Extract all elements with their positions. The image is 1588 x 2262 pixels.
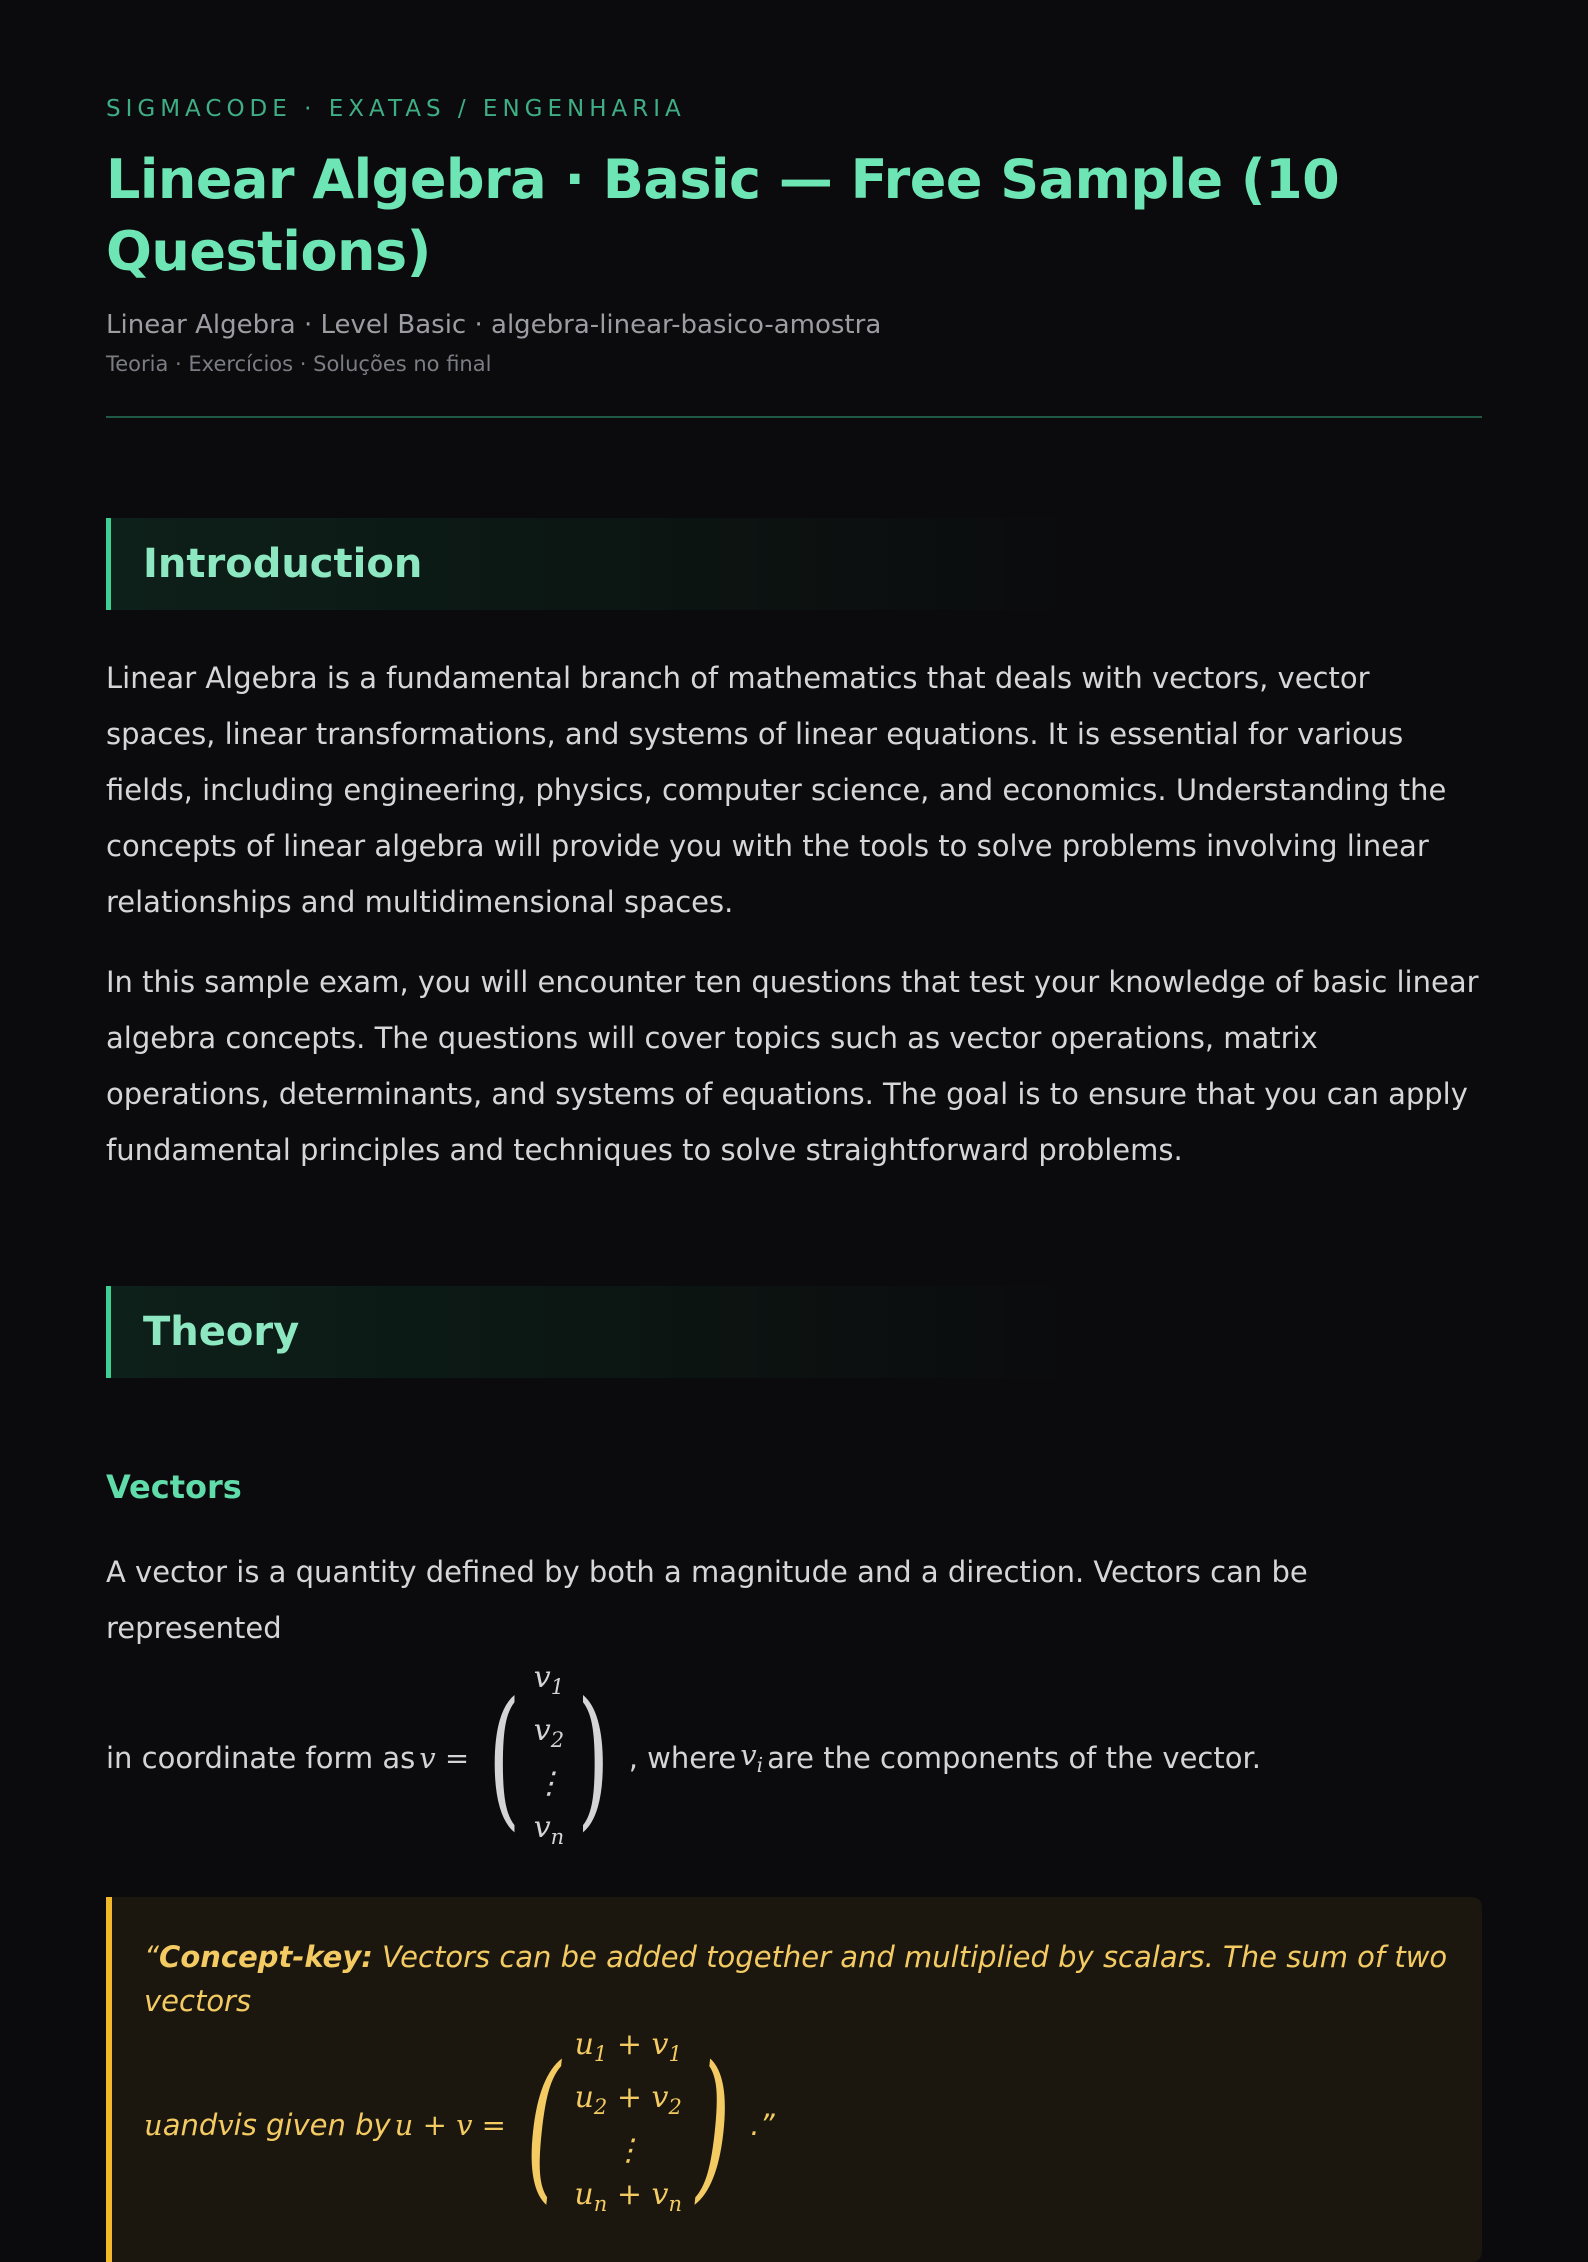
sum-entries — [574, 2023, 682, 2226]
sum-entry: $u_1 + v_1$ — [574, 2027, 682, 2066]
callout-label: Concept-key: — [159, 1940, 373, 1974]
left-paren: ( — [488, 1670, 521, 1845]
header-divider — [106, 416, 1482, 418]
vectors-text-line-2 — [106, 1656, 1482, 1859]
sum-entry: ⋮ — [613, 2133, 644, 2168]
vectors-text-pre: in coordinate form as — [106, 1740, 416, 1775]
left-paren: ( — [526, 2030, 561, 2218]
site-kicker: SIGMACODE · EXATAS / ENGENHARIA — [106, 96, 686, 122]
vector-entry: ⋮ — [533, 1766, 564, 1801]
sum-column-matrix — [512, 2023, 744, 2226]
callout-text: Vectors can be added together and multiplied by scalars. The sum of two vectors — [144, 1940, 1448, 2018]
vector-entry: $v_2$ — [533, 1713, 565, 1752]
right-paren: ) — [577, 1670, 610, 1845]
right-paren: ) — [696, 2030, 731, 2218]
section-header-theory — [106, 1286, 1482, 1378]
vector-entry: $v_1$ — [533, 1660, 565, 1699]
concept-key-callout — [106, 1897, 1482, 2262]
page-meta: Linear Algebra · Level Basic · algebra-linear-basico-amostra — [106, 310, 882, 340]
section-header-introduction — [106, 518, 1482, 610]
callout-line-2: u and v is given by u + v = ( $u_1 + v_1$ $u_2 + v_2$ ⋮ $u_n + v_n$ ) .” — [144, 2023, 1452, 2226]
vector-component-vi: $v_i$ — [740, 1738, 764, 1777]
vectors-text-post-b: are the components of the vector. — [767, 1740, 1261, 1775]
section-title-theory: Theory — [143, 1309, 300, 1355]
intro-paragraph-1: Linear Algebra is a fundamental branch of mathematics that deals with vectors, vector spaces, linear transformations, and systems of linear equations. It is essential for various fields, including engineering, physics, computer science, and economics. Understanding the concepts of linear algebra will provide you with the tools to solve problems involving linear relationships and multidimensional spaces. — [106, 661, 1447, 919]
vectors-text-line-1: A vector is a quantity defined by both a magnitude and a direction. Vectors can be represented — [106, 1555, 1308, 1645]
page-title: Linear Algebra · Basic — Free Sample (10 Questions) — [106, 148, 1340, 283]
vectors-text-post-a: , where — [628, 1740, 737, 1775]
vector-entries — [534, 1656, 564, 1859]
sum-entry: $u_n + v_n$ — [574, 2177, 682, 2216]
sum-entry: $u_2 + v_2$ — [574, 2080, 682, 2119]
callout-line-1: “Concept-key: Vectors can be added together and multiplied by scalars. The sum of two vectors — [144, 1940, 1448, 2018]
subsection-title-vectors: Vectors — [106, 1468, 242, 1506]
vector-v-equals: v = — [419, 1740, 470, 1775]
intro-paragraph-2: In this sample exam, you will encounter ten questions that test your knowledge of basic linear algebra concepts. The questions will cover topics such as vector operations, matrix operations, determinants, and systems of equations. The goal is to ensure that you can apply fundamental principles and techniques to solve straightforward problems. — [106, 965, 1479, 1167]
vector-column-matrix — [475, 1656, 623, 1859]
page-submeta: Teoria · Exercícios · Soluções no final — [106, 352, 492, 376]
sum-equation: u + v = — [394, 2107, 506, 2142]
section-title-introduction: Introduction — [143, 541, 423, 587]
vector-entry: $v_n$ — [533, 1810, 565, 1849]
